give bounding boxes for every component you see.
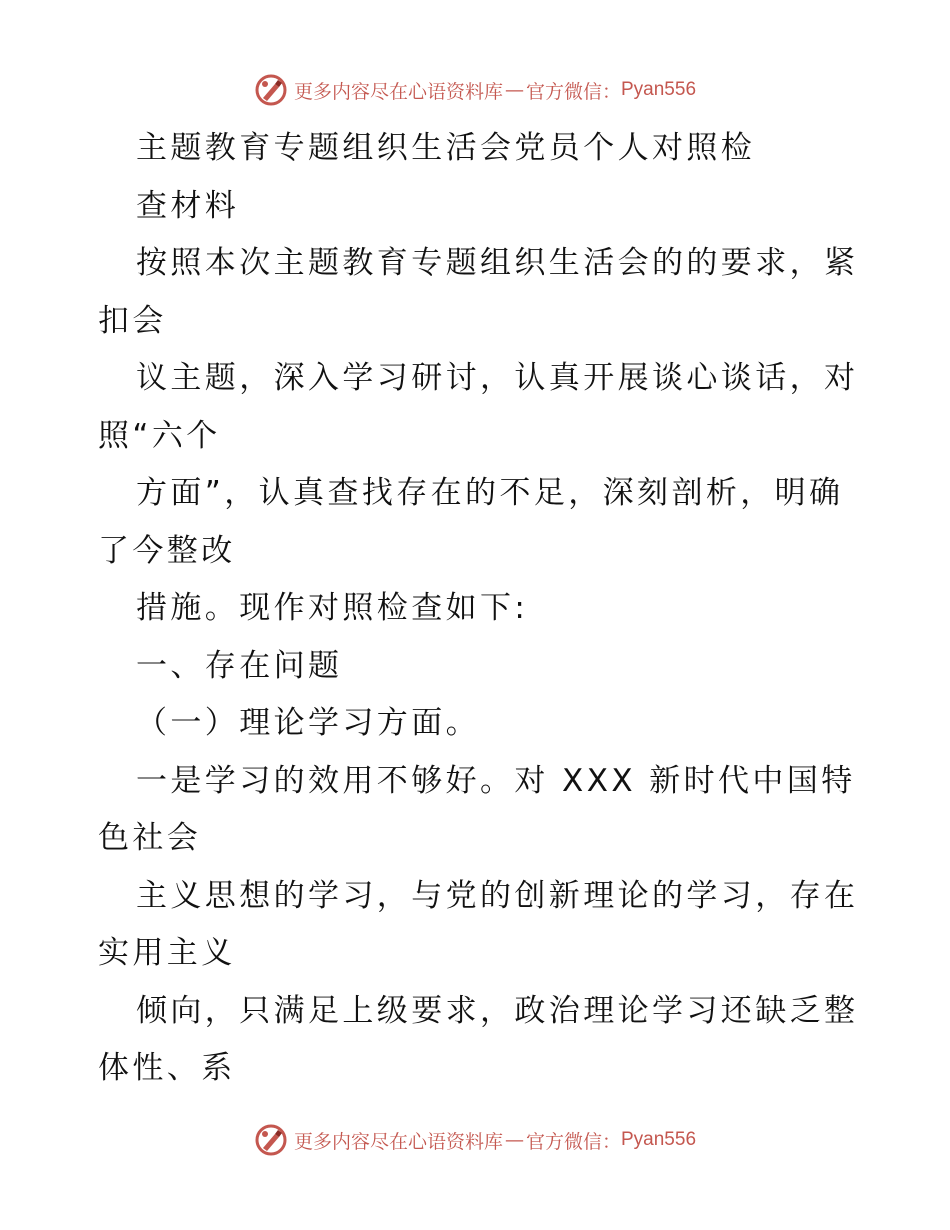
body-line: 按照本次主题教育专题组织生活会的的要求，紧 xyxy=(136,245,859,281)
section-heading: 一、存在问题 xyxy=(136,647,343,684)
body-line: 照“六个 xyxy=(98,417,221,454)
watermark-site-text: 更多内容尽在心语资料库 xyxy=(293,1130,503,1153)
document-body xyxy=(98,120,858,1098)
body-line: 一是学习的效用不够好。对 XXX 新时代中国特 xyxy=(136,762,856,799)
body-line: 体性、系 xyxy=(98,1050,236,1086)
body-line: 了今整改 xyxy=(98,532,236,569)
watermark-contact-id: Pyan556 xyxy=(621,79,697,100)
body-line: 议主题，深入学习研讨，认真开展谈心谈话，对 xyxy=(136,360,859,396)
header-watermark xyxy=(0,70,950,110)
body-line: 主义思想的学习，与党的创新理论的学习，存在 xyxy=(136,877,859,914)
document-title-line-2: 查材料 xyxy=(136,187,240,224)
watermark-separator: — xyxy=(504,79,524,101)
pen-seal-logo-icon xyxy=(254,1123,288,1157)
body-line: 实用主义 xyxy=(98,935,236,971)
body-line: 倾向，只满足上级要求，政治理论学习还缺乏整 xyxy=(136,992,859,1029)
watermark-site-text: 更多内容尽在心语资料库 xyxy=(293,80,503,103)
subsection-heading: （一）理论学习方面。 xyxy=(136,705,480,741)
body-line: 扣会 xyxy=(98,302,167,339)
document-title-line-1: 主题教育专题组织生活会党员个人对照检 xyxy=(136,130,756,166)
body-line: 色社会 xyxy=(98,820,202,856)
watermark-contact-label: 官方微信： xyxy=(525,80,621,103)
footer-watermark xyxy=(0,1120,950,1160)
pen-seal-logo-icon xyxy=(254,73,288,107)
watermark-contact-id: Pyan556 xyxy=(621,1129,697,1150)
body-line: 方面”，认真查找存在的不足，深刻剖析，明确 xyxy=(136,475,844,511)
body-line: 措施。现作对照检查如下: xyxy=(136,590,529,626)
watermark-separator: — xyxy=(504,1129,524,1151)
watermark-contact-label: 官方微信： xyxy=(525,1130,621,1153)
